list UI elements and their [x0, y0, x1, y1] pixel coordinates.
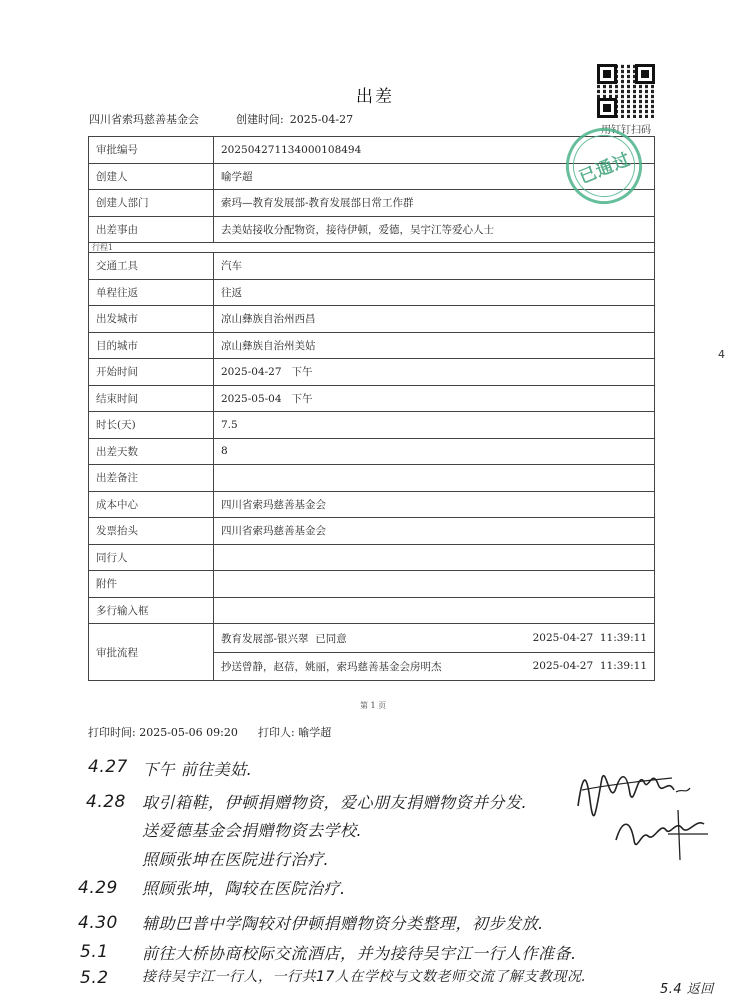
row-value: 索玛—教育发展部-教育发展部日常工作群 — [214, 190, 655, 217]
note-text: 照顾张坤在医院进行治疗. — [142, 850, 330, 869]
print-time — [88, 724, 238, 740]
note-text: 5.4 返回 — [660, 982, 714, 997]
stamp-text: 已通过 — [576, 148, 634, 188]
row-label: 结束时间 — [89, 385, 214, 412]
row-value: 7.5 — [214, 412, 655, 439]
row-label: 创建人 — [89, 163, 214, 190]
approval-step-text: 教育发展部-银兴翠 已同意 — [221, 632, 347, 645]
printed-by-label: 打印人: — [258, 726, 295, 739]
page-number: 第 1 页 — [360, 701, 387, 710]
margin-mark: 4 — [718, 348, 725, 361]
note-text: 取引箱鞋，伊顿捐赠物资，爱心朋友捐赠物资并分发. — [142, 793, 528, 812]
form-row — [89, 216, 655, 243]
row-value: 去美姑接收分配物资，接待伊顿，爱德，吴宇江等爱心人士 — [214, 216, 655, 243]
row-label: 时长(天) — [89, 412, 214, 439]
row-value: 2025-04-27 下午 — [214, 359, 655, 386]
row-label: 出差天数 — [89, 438, 214, 465]
note-date: 5.1 — [80, 942, 109, 962]
print-time-label: 打印时间: — [88, 726, 136, 739]
row-value: 2025-05-04 下午 — [214, 385, 655, 412]
form-row — [89, 412, 655, 439]
note-date: 4.29 — [78, 878, 118, 898]
note-text: 下午 前往美姑. — [142, 760, 253, 779]
form-row — [89, 359, 655, 386]
approval-step-time: 2025-04-27 11:39:11 — [532, 632, 647, 644]
form-row — [89, 491, 655, 518]
group-label: 行程1 — [89, 243, 655, 253]
form-row — [89, 385, 655, 412]
form-row — [89, 190, 655, 217]
row-label: 附件 — [89, 571, 214, 598]
created-time-label: 创建时间: — [236, 113, 284, 126]
row-label: 审批流程 — [89, 624, 214, 681]
row-label: 发票抬头 — [89, 518, 214, 545]
printed-by — [258, 724, 331, 740]
row-label: 单程往返 — [89, 279, 214, 306]
form-row — [89, 518, 655, 545]
qr-code-icon[interactable] — [597, 64, 655, 118]
row-label: 创建人部门 — [89, 190, 214, 217]
row-label: 成本中心 — [89, 491, 214, 518]
note-date: 4.30 — [78, 913, 118, 933]
row-label: 出差备注 — [89, 465, 214, 492]
approval-step-text: 抄送曾静，赵蓓，姚丽，索玛慈善基金会房明杰 — [221, 660, 442, 673]
row-value: 往返 — [214, 279, 655, 306]
approval-steps — [214, 624, 655, 681]
note-date: 4.28 — [86, 792, 126, 812]
row-label: 目的城市 — [89, 332, 214, 359]
row-value: 喻学超 — [214, 163, 655, 190]
signature-mark — [608, 800, 728, 870]
approval-flow-row — [89, 624, 655, 681]
form-row — [89, 597, 655, 624]
form-row — [89, 571, 655, 598]
row-value: 8 — [214, 438, 655, 465]
row-value: 凉山彝族自治州美姑 — [214, 332, 655, 359]
row-value — [214, 465, 655, 492]
approval-step — [214, 653, 654, 680]
row-value — [214, 571, 655, 598]
approval-form-table — [88, 136, 655, 681]
printed-by-value: 喻学超 — [298, 726, 332, 739]
row-value: 四川省索玛慈善基金会 — [214, 491, 655, 518]
row-value: 202504271134000108494 — [214, 137, 655, 164]
row-label: 多行输入框 — [89, 597, 214, 624]
note-text: 前往大桥协商校际交流酒店，并为接待吴宇江一行人作准备. — [142, 944, 577, 963]
approval-step — [214, 625, 654, 653]
note-text: 辅助巴普中学陶较对伊顿捐赠物资分类整理，初步发放. — [142, 914, 544, 933]
created-time-value: 2025-04-27 — [289, 113, 354, 126]
form-row — [89, 465, 655, 492]
print-time-value: 2025-05-06 09:20 — [139, 726, 238, 739]
note-text: 照顾张坤，陶较在医院治疗. — [142, 879, 346, 898]
form-row — [89, 544, 655, 571]
page-title: 出差 — [356, 87, 394, 107]
form-row — [89, 332, 655, 359]
row-value: 汽车 — [214, 253, 655, 280]
form-row — [89, 279, 655, 306]
created-time — [236, 111, 353, 127]
note-text: 接待吴宇江一行人，一行共17人在学校与文数老师交流了解支教现况. — [142, 969, 587, 985]
note-date: 4.27 — [88, 757, 128, 777]
row-value: 四川省索玛慈善基金会 — [214, 518, 655, 545]
approval-step-time: 2025-04-27 11:39:11 — [532, 660, 647, 672]
row-label: 出发城市 — [89, 306, 214, 333]
row-label: 开始时间 — [89, 359, 214, 386]
row-label: 审批编号 — [89, 137, 214, 164]
row-value — [214, 544, 655, 571]
qr-caption: 用钉钉扫码 — [601, 125, 651, 136]
row-value: 凉山彝族自治州西昌 — [214, 306, 655, 333]
row-label: 同行人 — [89, 544, 214, 571]
form-row — [89, 438, 655, 465]
itinerary-group-header — [89, 243, 655, 253]
org-name: 四川省索玛慈善基金会 — [89, 113, 199, 126]
form-row — [89, 253, 655, 280]
note-date: 5.2 — [80, 968, 109, 988]
row-label: 交通工具 — [89, 253, 214, 280]
row-value — [214, 597, 655, 624]
note-text: 送爱德基金会捐赠物资去学校. — [142, 821, 363, 840]
row-label: 出差事由 — [89, 216, 214, 243]
form-row — [89, 306, 655, 333]
